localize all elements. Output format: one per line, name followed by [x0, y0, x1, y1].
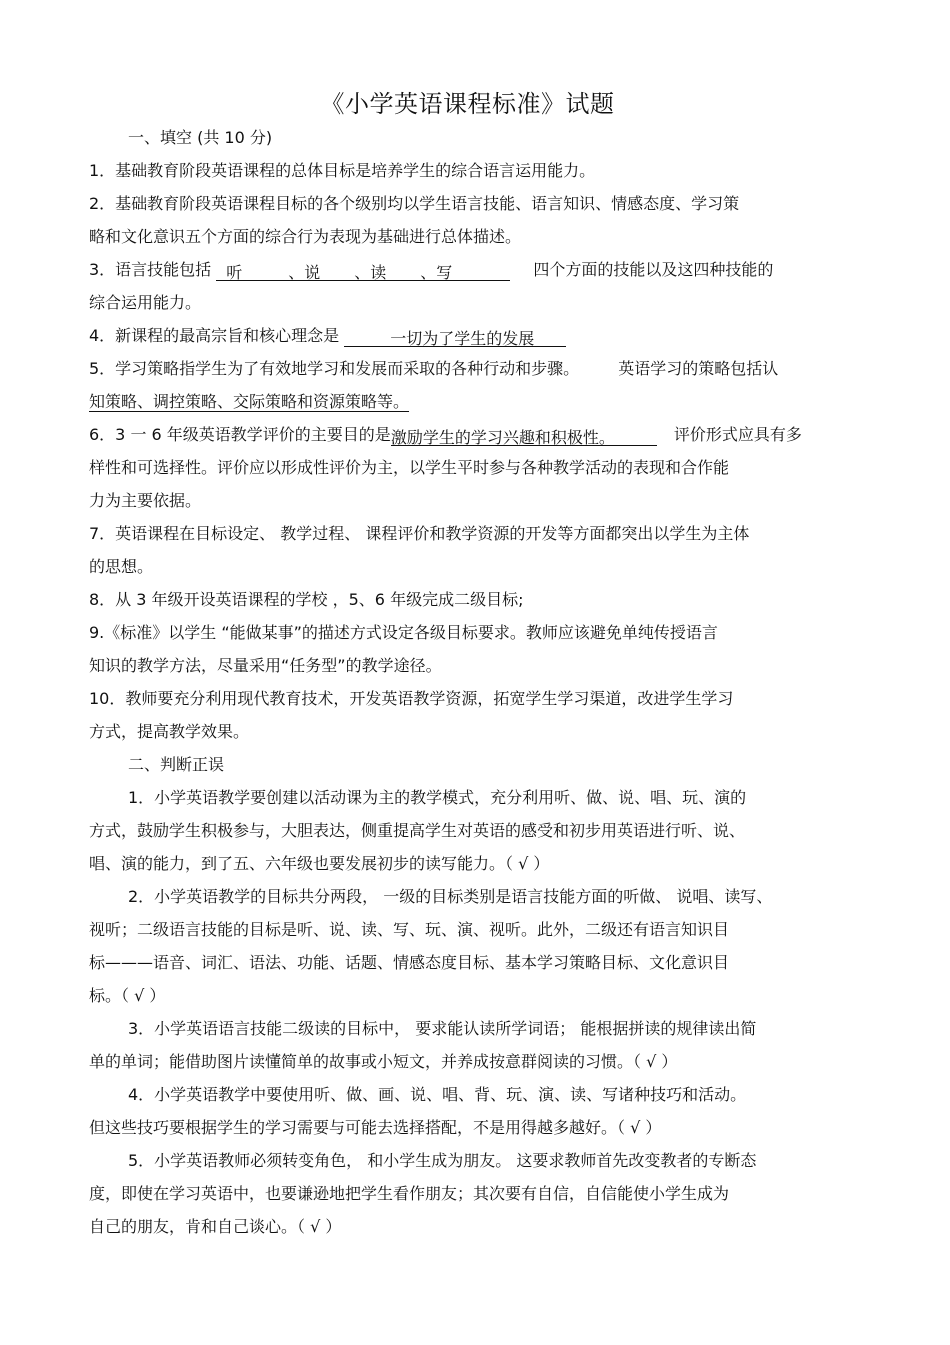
q3-prefix: 3．语言技能包括 [89, 260, 212, 279]
q5-line-2 [89, 391, 409, 413]
q10-line-1: 10．教师要充分利用现代教育技术，开发英语教学资源，拓宽学生学习渠道，改进学生学习 [89, 689, 734, 708]
q5-text-a: 5．学习策略指学生为了有效地学习和发展而采取的各种行动和步骤。 [89, 359, 580, 378]
j1-line-2: 方式，鼓励学生积极参与，大胆表达，侧重提高学生对英语的感受和初步用英语进行听、说、 [89, 821, 746, 840]
q3-suffix: 四个方面的技能以及这四种技能的 [533, 260, 774, 279]
j2-line-2: 视听；二级语言技能的目标是听、说、读、写、玩、演、视听。此外，二级还有语言知识目 [89, 920, 730, 939]
q7-line-1: 7．英语课程在目标设定、 教学过程、 课程评价和教学资源的开发等方面都突出以学生为主体 [89, 524, 750, 543]
j2-line-4: 标。（ √ ） [89, 986, 166, 1005]
q6-suffix: 评价形式应具有多 [673, 425, 802, 444]
q6-answer: 激励学生的学习兴趣和积极性。 [391, 427, 657, 446]
j4-line-2: 但这些技巧要根据学生的学习需要与可能去选择搭配，不是用得越多越好。（ √ ） [89, 1118, 662, 1137]
q8-line: 8．从 3 年级开设英语课程的学校 ，5、6 年级完成二级目标; [89, 590, 524, 609]
j2-line-1: 2．小学英语教学的目标共分两段， 一级的目标类别是语言技能方面的听做、 说唱、读写、 [128, 887, 773, 906]
q3-line-2: 综合运用能力。 [89, 293, 202, 312]
q6-line-2: 样性和可选择性。评价应以形成性评价为主，以学生平时参与各种教学活动的表现和合作能 [89, 458, 730, 477]
j5-line-2: 度，即使在学习英语中，也要谦逊地把学生看作朋友；其次要有自信，自信能使小学生成为 [89, 1184, 730, 1203]
q2-line-2: 略和文化意识五个方面的综合行为表现为基础进行总体描述。 [89, 227, 522, 246]
q3-blank-speak: 、说 [288, 262, 354, 281]
q4-prefix: 4．新课程的最高宗旨和核心理念是 [89, 326, 340, 345]
q3-line-1 [89, 259, 773, 281]
j3-line-1: 3．小学英语语言技能二级读的目标中， 要求能认读所学词语； 能根据拼读的规律读出简 [128, 1019, 757, 1038]
q9-line-2: 知识的教学方法，尽量采用“任务型”的教学途径。 [89, 656, 442, 675]
q10-line-2: 方式，提高教学效果。 [89, 722, 250, 741]
j1-line-3: 唱、演的能力，到了五、六年级也要发展初步的读写能力。（ √ ） [89, 854, 550, 873]
q6-line-1 [89, 424, 802, 446]
q6-line-3: 力为主要依据。 [89, 491, 202, 510]
q4-line [89, 325, 566, 347]
q5-line-1 [89, 358, 778, 380]
j5-line-1: 5．小学英语教师必须转变角色， 和小学生成为朋友。 这要求教师首先改变教者的专断态 [128, 1151, 757, 1170]
q7-line-2: 的思想。 [89, 557, 154, 576]
section-fill-blank-heading: 一、填空 (共 10 分) [128, 128, 273, 147]
j2-line-3: 标———语音、词汇、语法、功能、话题、情感态度目标、基本学习策略目标、文化意识目 [89, 953, 730, 972]
document-title: 《小学英语课程标准》试题 [320, 90, 615, 118]
q5-answer: 知策略、调控策略、交际策略和资源策略等。 [89, 392, 410, 411]
j3-line-2: 单的单词；能借助图片读懂简单的故事或小短文，并养成按意群阅读的习惯。（ √ ） [89, 1052, 678, 1071]
q3-blank-listen: 听 [216, 262, 288, 281]
q2-line-1: 2．基础教育阶段英语课程目标的各个级别均以学生语言技能、语言知识、情感态度、学习策 [89, 194, 740, 213]
q9-line-1: 9.《标准》以学生 “能做某事”的描述方式设定各级目标要求。教师应该避免单纯传授语言 [89, 623, 718, 642]
j4-line-1: 4．小学英语教学中要使用听、做、画、说、唱、背、玩、演、读、写诸种技巧和活动。 [128, 1085, 747, 1104]
q5-text-b: 英语学习的策略包括认 [618, 359, 779, 378]
q4-answer: 一切为了学生的发展 [344, 328, 566, 347]
q3-blank-read: 、读 [354, 262, 420, 281]
j5-line-3: 自己的朋友，肯和自己谈心。（ √ ） [89, 1217, 342, 1236]
q3-blank-write: 、写 [420, 262, 510, 281]
q1-line: 1．基础教育阶段英语课程的总体目标是培养学生的综合语言运用能力。 [89, 161, 596, 180]
section-true-false-heading: 二、判断正误 [128, 755, 225, 774]
j1-line-1: 1．小学英语教学要创建以活动课为主的教学模式，充分利用听、做、说、唱、玩、演的 [128, 788, 747, 807]
q6-prefix: 6．3 一 6 年级英语教学评价的主要目的是 [89, 425, 391, 444]
